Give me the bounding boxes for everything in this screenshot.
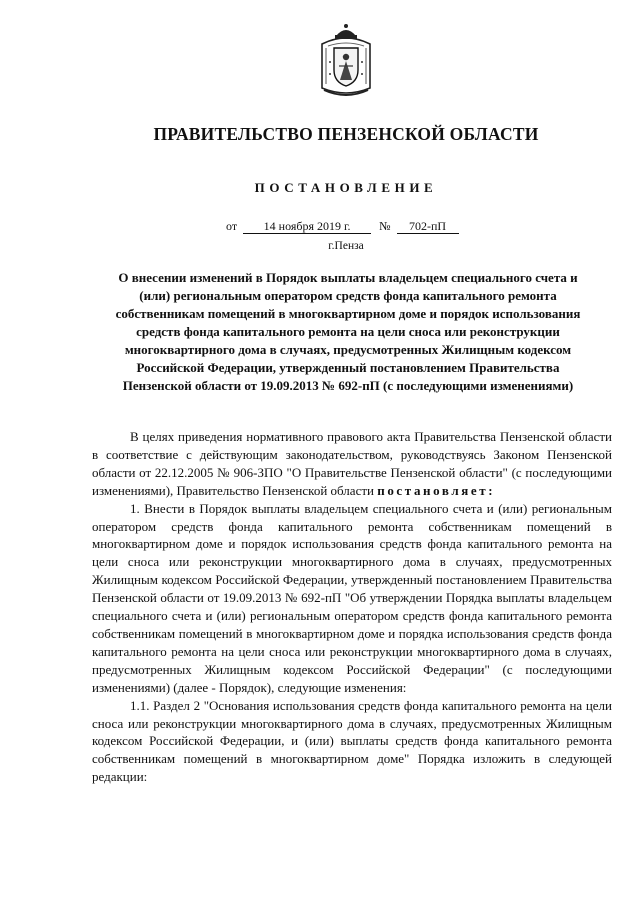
document-meta bbox=[226, 219, 459, 234]
intro-paragraph bbox=[92, 428, 612, 500]
city: г.Пенза bbox=[328, 240, 364, 252]
document-number: 702-пП bbox=[397, 220, 459, 234]
date-label: от bbox=[226, 219, 238, 233]
document-title: О внесении изменений в Порядок выплаты владельцем специального счета и (или) региональным оператором средств фонда капитального ремонта собственникам помещений в многоквартирном доме и порядок использования средств фонда капитального ремонта на цели сноса или реконструкции многоквартирного дома в случаях, предусмотренных Жилищным кодексом Российской Федерации, утвержденный постановлением Правительства Пензенской области от 19.09.2013 № 692-пП (с последующими изменениями) bbox=[115, 270, 581, 393]
intro-text: В целях приведения нормативного правового акта Правительства Пензенской области в соответствие с действующим законодательством, руководствуясь Законом Пензенской области от 22.12.2005 № 906-ЗПО "О Правительстве Пензенской области" (с последующими изменениями), Правительство Пензенской области bbox=[92, 429, 612, 498]
coat-of-arms-icon bbox=[318, 22, 374, 100]
number-label: № bbox=[379, 219, 391, 233]
item-1: 1. Внести в Порядок выплаты владельцем специального счета и (или) региональным оператором средств фонда капитального ремонта собственникам помещений в многоквартирном доме и порядок использования средств фонда капитального ремонта на цели сноса или реконструкции многоквартирного дома в случаях, предусмотренных Жилищным кодексом Российской Федерации, утвержденный постановлением Правительства Пензенской области от 19.09.2013 № 692-пП "Об утверждении Порядка выплаты владельцем специального счета и (или) региональным оператором средств фонда капитального ремонта собственникам помещений в многоквартирном доме и порядка использования средств фонда капитального ремонта на цели сноса или реконструкции многоквартирного дома в случаях, предусмотренных Жилищным кодексом Российской Федерации" (с последующими изменениями) (далее - Порядок), следующие изменения: bbox=[92, 500, 612, 695]
resolves-word: постановляет bbox=[377, 482, 489, 498]
document-body bbox=[92, 428, 612, 786]
document-type: ПОСТАНОВЛЕНИЕ bbox=[254, 180, 438, 195]
resolves-suffix: : bbox=[488, 482, 493, 498]
document-date: 14 ноября 2019 г. bbox=[243, 220, 371, 234]
organization-name: ПРАВИТЕЛЬСТВО ПЕНЗЕНСКОЙ ОБЛАСТИ bbox=[153, 124, 539, 144]
item-1-1: 1.1. Раздел 2 "Основания использования средств фонда капитального ремонта на цели сноса или реконструкции многоквартирного дома в случаях, предусмотренных Жилищным кодексом Российской Федерации, и (или) выплаты средств фонда капитального ремонта собственникам помещений в многоквартирном доме" Порядка изложить в следующей редакции: bbox=[92, 697, 612, 785]
